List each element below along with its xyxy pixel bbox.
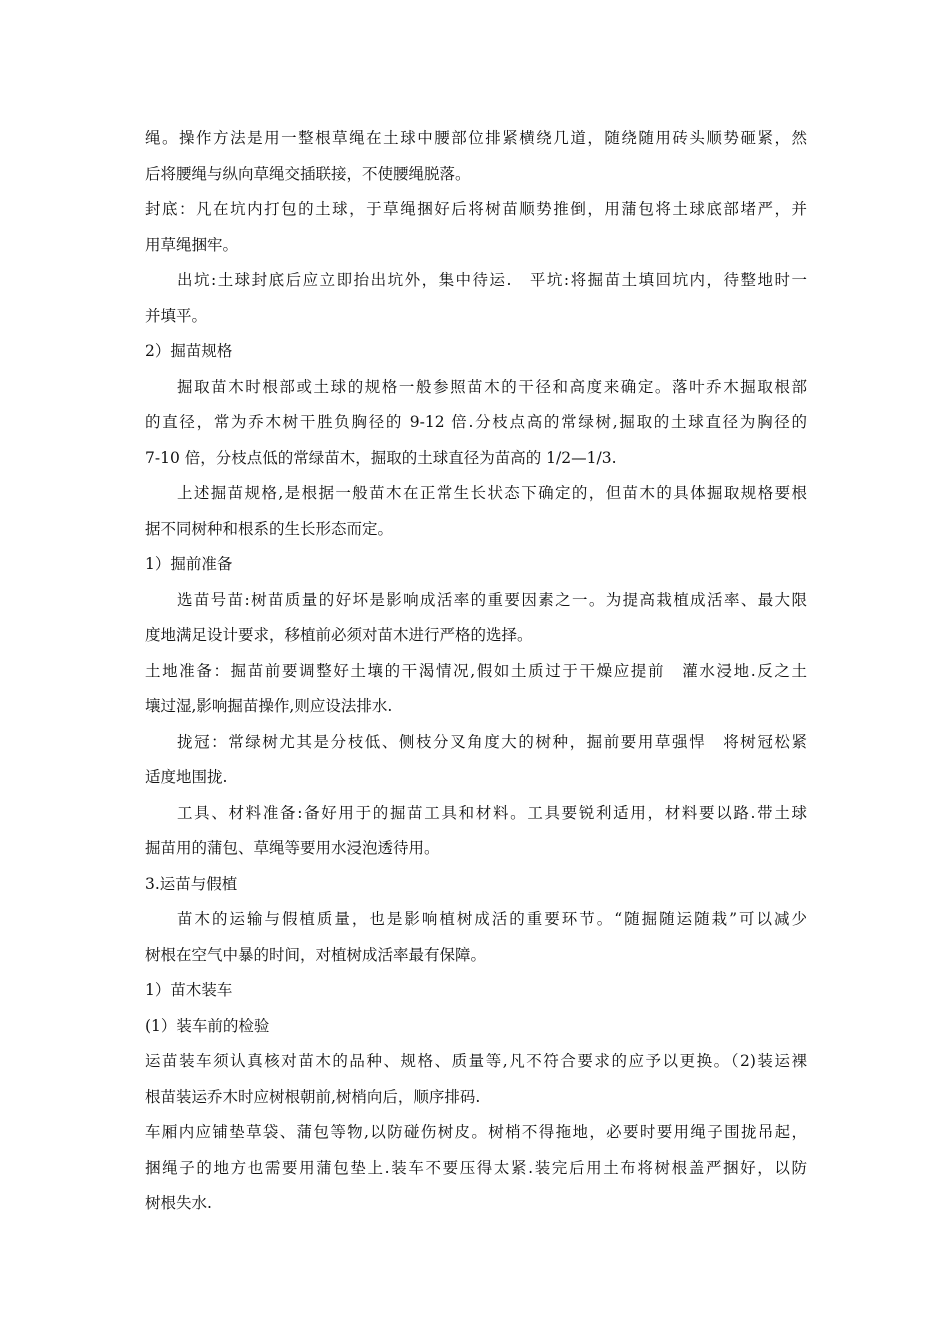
paragraph-line: 壤过湿,影响掘苗操作,则应设法排水.	[145, 697, 393, 715]
paragraph-line: 度地满足设计要求，移植前必须对苗木进行严格的选择。	[145, 626, 533, 644]
paragraph-line: 的直径，常为乔木树干胜负胸径的 9-12 倍.分枝点高的常绿树,掘取的土球直径为胸径的	[145, 413, 807, 431]
paragraph-line: 据不同树种和根系的生长形态而定。	[145, 520, 394, 538]
paragraph-line: 树根在空气中暴的时间，对植树成活率最有保障。	[145, 946, 487, 964]
paragraph-line: 工具、材料准备:备好用于的掘苗工具和材料。工具要锐利适用，材料要以路.带土球	[177, 804, 807, 822]
paragraph-line: 绳。操作方法是用一整根草绳在土球中腰部位排紧横绕几道，随绕随用砖头顺势砸紧，然	[145, 129, 807, 147]
paragraph-line: 掘取苗木时根部或土球的规格一般参照苗木的干径和高度来确定。落叶乔木掘取根部	[177, 378, 807, 396]
paragraph-line: 苗木的运输与假植质量，也是影响植树成活的重要环节。“随掘随运随栽”可以减少	[177, 910, 807, 928]
paragraph-line: 适度地围拢.	[145, 768, 228, 786]
section-heading: 3.运苗与假植	[145, 875, 238, 893]
paragraph-line: 根苗装运乔木时应树根朝前,树梢向后，顺序排码.	[145, 1088, 481, 1106]
paragraph-line: 土地准备：掘苗前要调整好土壤的干渴情况,假如土质过于干燥应提前 灌水浸地.反之土	[145, 662, 807, 680]
paragraph-line: 后将腰绳与纵向草绳交插联接，不使腰绳脱落。	[145, 165, 471, 183]
section-heading: 2）掘苗规格	[145, 342, 233, 360]
paragraph-line: 车厢内应铺垫草袋、蒲包等物,以防碰伤树皮。树梢不得拖地，必要时要用绳子围拢吊起，	[145, 1123, 807, 1141]
paragraph-line: 掘苗用的蒲包、草绳等要用水浸泡透待用。	[145, 839, 440, 857]
paragraph-line: 并填平。	[145, 307, 208, 325]
paragraph-line: 7-10 倍，分枝点低的常绿苗木，掘取的土球直径为苗高的 1/2—1/3.	[145, 449, 617, 467]
paragraph-line: 选苗号苗:树苗质量的好坏是影响成活率的重要因素之一。为提高栽植成活率、最大限	[177, 591, 807, 609]
paragraph-line: 用草绳捆牢。	[145, 236, 239, 254]
paragraph-line: 拢冠：常绿树尤其是分枝低、侧枝分叉角度大的树种，掘前要用草强悍 将树冠松紧	[177, 733, 807, 751]
paragraph-line: 捆绳子的地方也需要用蒲包垫上.装车不要压得太紧.装完后用土布将树根盖严捆好，以防	[145, 1159, 807, 1177]
paragraph-line: 封底：凡在坑内打包的土球，于草绳捆好后将树苗顺势推倒，用蒲包将土球底部堵严，并	[145, 200, 807, 218]
section-heading: 1）苗木装车	[145, 981, 233, 999]
paragraph-line: 上述掘苗规格,是根据一般苗木在正常生长状态下确定的，但苗木的具体掘取规格要根	[177, 484, 807, 502]
paragraph-line: 出坑:土球封底后应立即抬出坑外，集中待运. 平坑:将掘苗土填回坑内，待整地时一	[177, 271, 807, 289]
paragraph-line: 运苗装车须认真核对苗木的品种、规格、质量等,凡不符合要求的应予以更换。（2)装运裸	[145, 1052, 807, 1070]
section-heading: (1）装车前的检验	[145, 1017, 270, 1035]
paragraph-line: 树根失水.	[145, 1194, 212, 1212]
section-heading: 1）掘前准备	[145, 555, 233, 573]
